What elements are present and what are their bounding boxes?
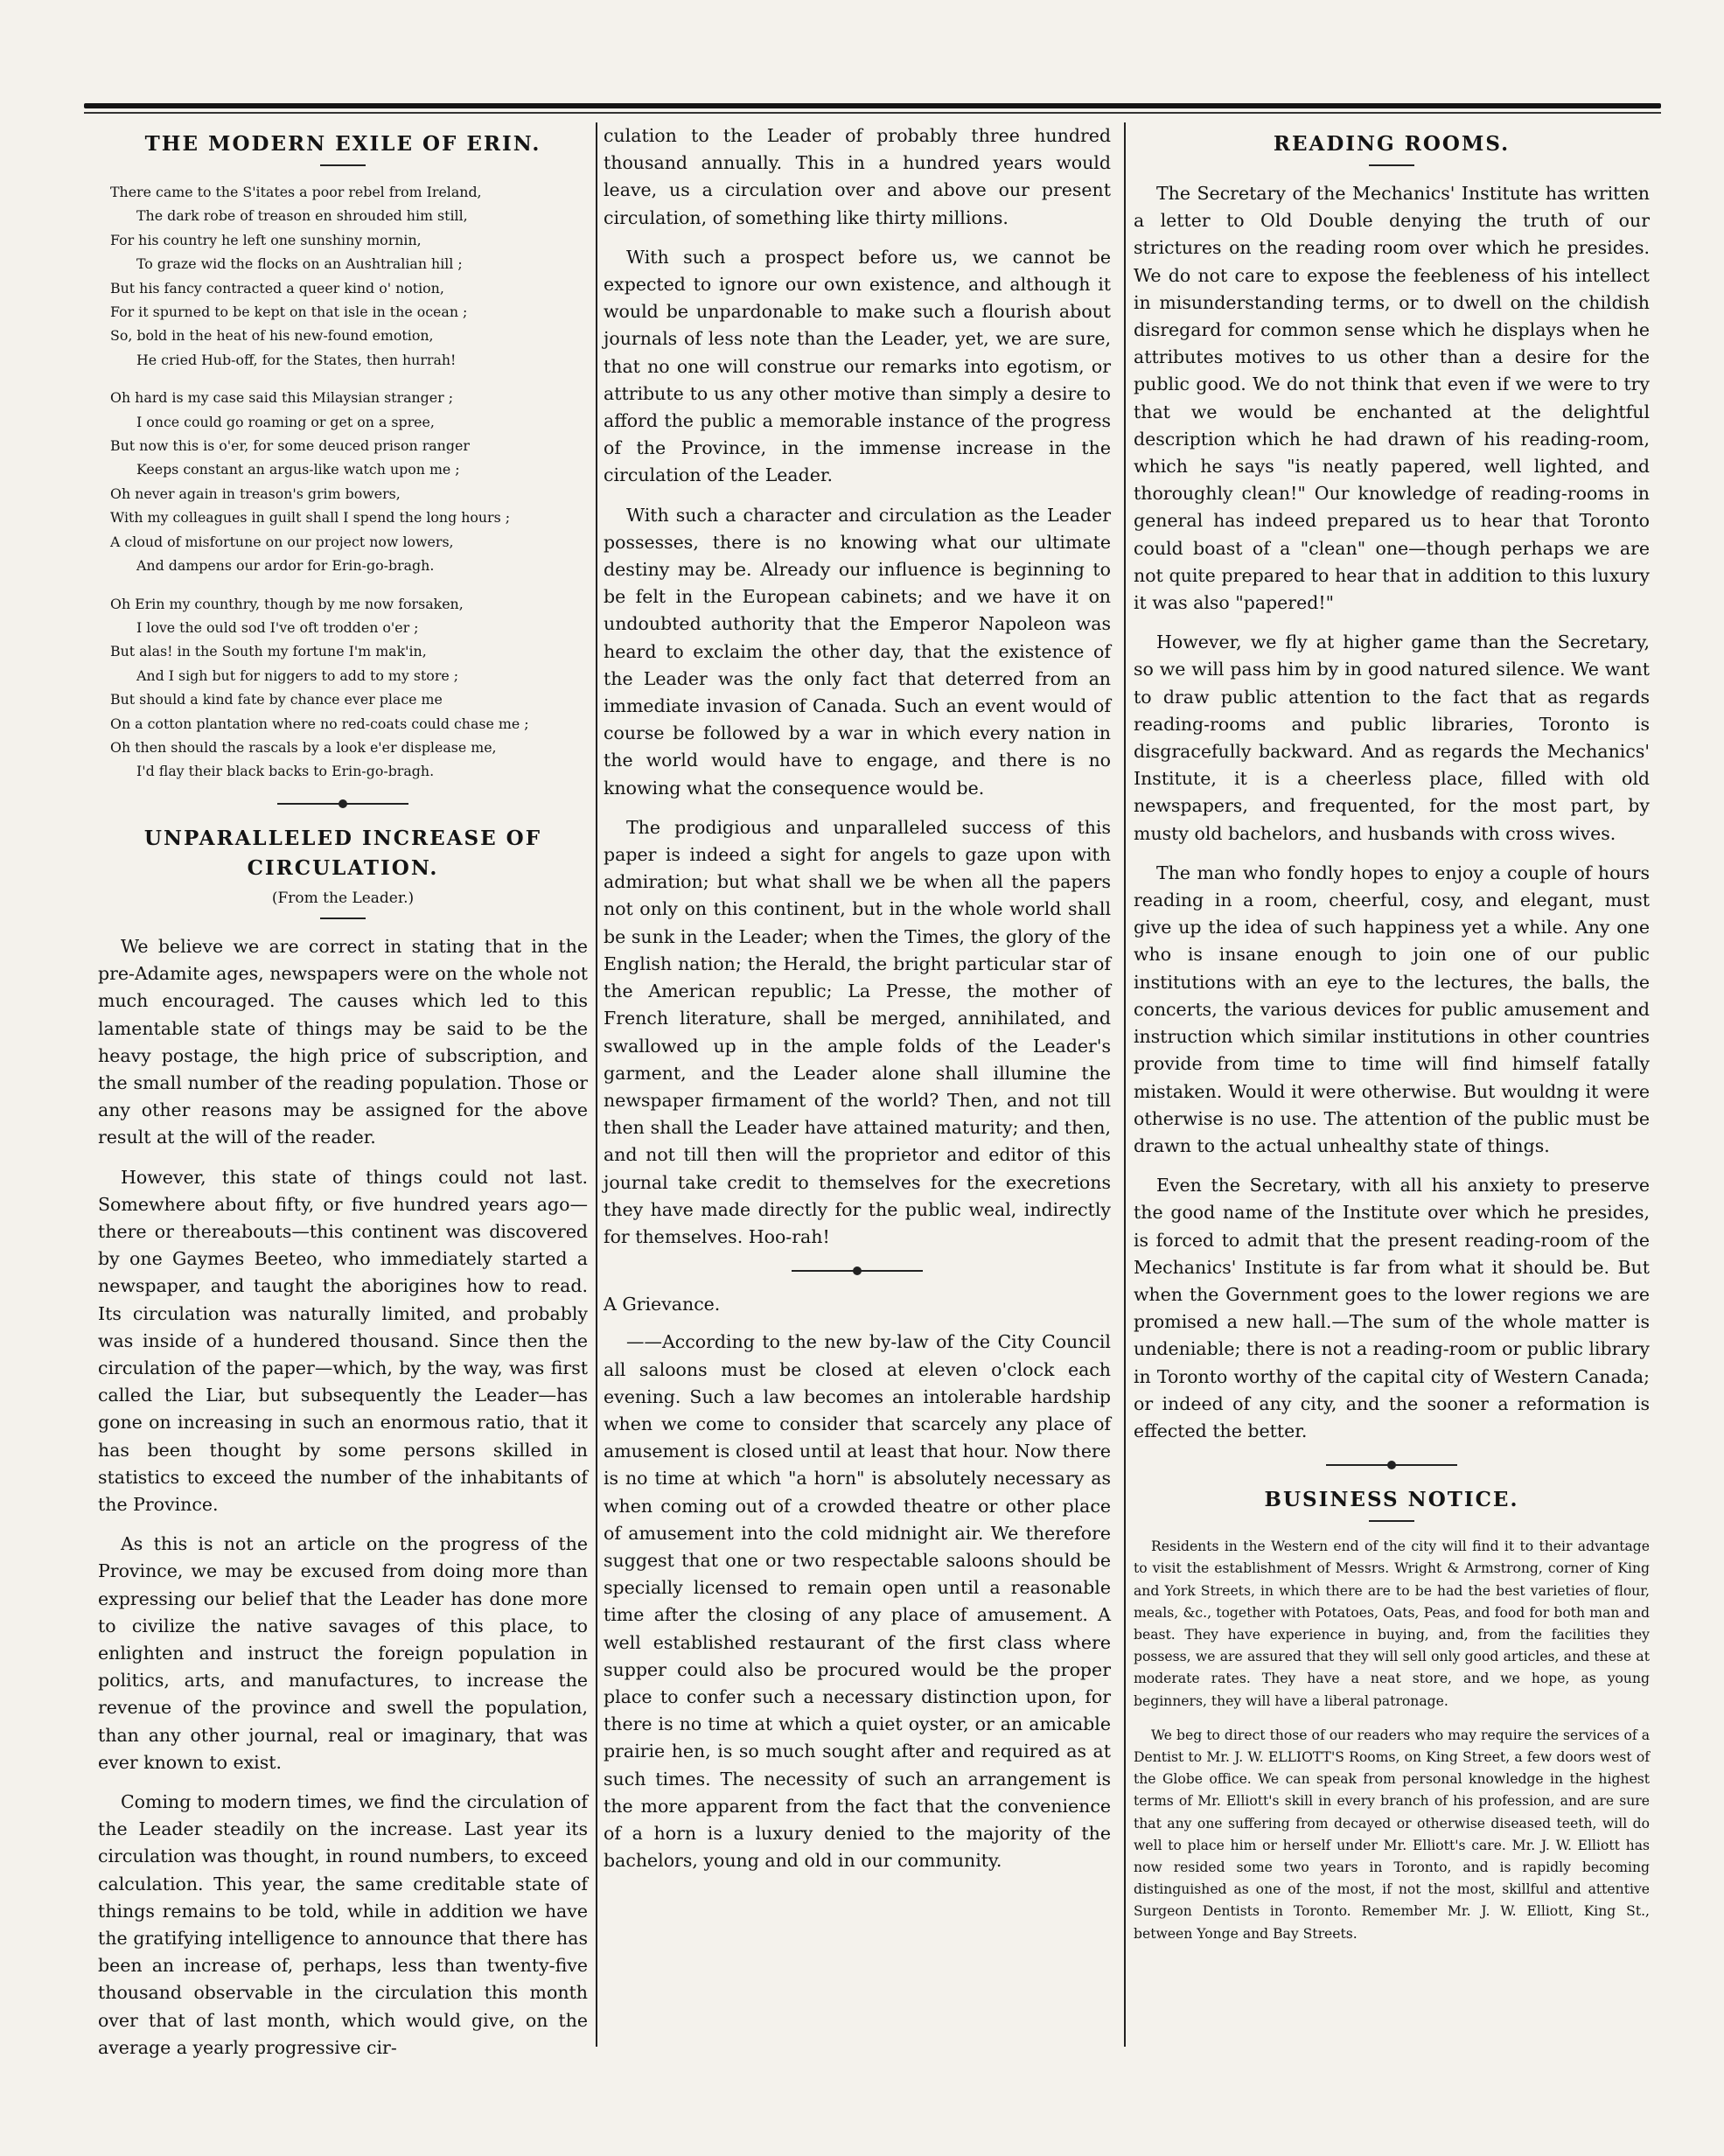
title-rule	[320, 164, 366, 166]
business-title: BUSINESS NOTICE.	[1264, 1488, 1519, 1512]
title-rule	[1369, 1520, 1414, 1522]
poem-line: A cloud of misfortune on our project now lowers,	[110, 533, 454, 550]
poem-line: He cried Hub-off, for the States, then hurrah!	[136, 351, 457, 368]
article-paragraph: With such a character and circulation as the Leader possesses, there is no knowing what our ultimate destiny may be. Already our influence is beginning to be felt in the European cabinets; and we have it on undoubted authority that the Emperor Napoleon was heard to exclaim the other day, that the existence of the Leader was the only fact that deterred from an immediate invasion of Canada. Such an event would of course be followed by a war in which every nation in the world would have to engage, and there is no knowing what the consequence would be.	[604, 504, 1111, 799]
poem-stanza-3	[110, 592, 588, 784]
article-paragraph: However, we fly at higher game than the Secretary, so we will pass him by in good natured silence. We want to draw public attention to the fact that as regards reading-rooms and public libraries, Toronto is disgracefully backward. And as regards the Mechanics' Institute, it is a cheerless place, filled with old newspapers, and frequented, for the most part, by musty old bachelors, and husbands with cross wives.	[1134, 631, 1650, 844]
poem-line: But alas! in the South my fortune I'm mak'in,	[110, 643, 427, 660]
poem-line: But should a kind fate by chance ever place me	[110, 691, 443, 708]
article-paragraph: We believe we are correct in stating that in the pre-Adamite ages, newspapers were on the whole not much encouraged. The causes which led to this lamentable state of things may be said to be the heavy postage, the high price of subscription, and the small number of the reading population. Those or any other reasons may be assigned for the above result at the will of the reader.	[98, 935, 588, 1148]
poem-line: And dampens our ardor for Erin-go-bragh.	[136, 557, 435, 575]
column-divider-2	[1124, 122, 1126, 2047]
grievance-title: A Grievance.	[604, 1294, 721, 1315]
article-paragraph: ——According to the new by-law of the City Council all saloons must be closed at eleven o'clock each evening. Such a law becomes an intolerable hardship when we come to consider that scarcely any place of amusement is closed until at least that hour. Now there is no time at which "a horn" is absolutely necessary as when coming out of a crowded theatre or other place of amusement into the cold midnight air. We therefore suggest that one or two respectable saloons should be specially licensed to remain open until a reasonable time after the closing of any place of amusement. A well established restaurant of the first class where supper could also be procured would be the proper place to confer such a necessary distinction upon, for there is no time at which a quiet oyster, or an amicable prairie hen, is so much sought after and required as at such times. The necessity of such an arrangement is the more apparent from the fact that the convenience of a horn is a luxury denied to the majority of the bachelors, young and old in our community.	[604, 1331, 1111, 1872]
article-paragraph: With such a prospect before us, we cannot be expected to ignore our own existence, and although it would be unpardonable to make such a flourish about journals of less note than the Leader, yet, we are sure, that no one will construe our remarks into egotism, or attribute to us any other motive than simply a desire to afford the public a memorable instance of the progress of the Province, in the immense increase in the circulation of the Leader.	[604, 246, 1111, 486]
column-2	[604, 122, 1111, 2047]
poem-stanza-1	[110, 180, 588, 372]
header-rule	[84, 103, 1661, 108]
poem-line: I love the ould sod I've oft trodden o'er ;	[136, 618, 419, 636]
article-paragraph: The Secretary of the Mechanics' Institute has written a letter to Old Double denying the truth of our strictures on the reading room over which he presides. We do not care to expose the feebleness of his intellect in misunderstanding terms, or to dwell on the childish disregard for common sense which he displays when he attributes motives to us other than a desire for the public good. We do not think that even if we were to try that we would be enchanted at the delightful description which he had drawn of his reading-room, which he says "is neatly papered, well lighted, and thoroughly clean!" Our knowledge of reading-rooms in general has indeed prepared us to hear that Toronto could boast of a "clean" one—though perhaps we are not quite prepared to hear that in addition to this luxury it was also "papered!"	[1134, 183, 1650, 614]
header-rule-thin	[84, 112, 1661, 114]
poem-line: Oh hard is my case said this Milaysian stranger ;	[110, 389, 454, 407]
notice-paragraph: We beg to direct those of our readers who may require the services of a Dentist to Mr. J. W. ELLIOTT'S Rooms, on King Street, a few doors west of the Globe office. We can speak from personal knowledge in the highest terms of Mr. Elliott's skill in every branch of his profession, and are sure that any one suffering from decayed or otherwise diseased teeth, will do well to place him or herself under Mr. Elliott's care. Mr. J. W. Elliott has now resided some two years in Toronto, and is rapidly becoming distinguished as one of the most, if not the most, skillful and attentive Surgeon Dentists in Toronto. Remember Mr. J. W. Elliott, King St., between Yonge and Bay Streets.	[1134, 1727, 1650, 1942]
poem-line: But his fancy contracted a queer kind o' notion,	[110, 279, 444, 297]
article-paragraph: Coming to modern times, we find the circulation of the Leader steadily on the increase. Last year its circulation was thought, in round numbers, to exceed calculation. This year, the same creditable state of things remains to be told, while in addition we have the gratifying intelligence to announce that there has been an increase of, perhaps, less than twenty-five thousand observable in the circulation this month over that of last month, which would give, on the average a yearly progressive cir-	[98, 1791, 588, 2058]
column-divider-1	[596, 122, 597, 2047]
poem-line: Oh Erin my counthry, though by me now forsaken,	[110, 595, 464, 612]
poem-line: With my colleagues in guilt shall I spend the long hours ;	[110, 509, 511, 527]
poem-line: Oh never again in treason's grim bowers,	[110, 485, 401, 502]
title-rule	[320, 918, 366, 919]
poem-line: But now this is o'er, for some deuced prison ranger	[110, 437, 470, 455]
article-paragraph: The prodigious and unparalleled success of this paper is indeed a sight for angels to gaze upon with admiration; but what shall we be when all the papers not only on this continent, but in the whole world shall be sunk in the Leader; when the Times, the glory of the English nation; the Herald, the bright particular star of the American republic; La Presse, the mother of French literature, shall be merged, annihilated, and swallowed up in the ample folds of the Leader's garment, and the Leader alone shall illumine the newspaper firmament of the world? Then, and not till then shall the Leader have attained maturity; and then, and not till then will the proprietor and editor of this journal take credit to themselves for the execretions they have made directly for the public weal, indirectly for themselves. Hoo-rah!	[604, 816, 1111, 1247]
section-ornament	[277, 803, 408, 805]
poem-stanza-2	[110, 386, 588, 577]
poem-line: I'd flay their black backs to Erin-go-bragh.	[136, 763, 435, 780]
poem-line: I once could go roaming or get on a spree,	[136, 413, 435, 430]
poem-line: And I sigh but for niggers to add to my store ;	[136, 666, 459, 684]
poem-line: To graze wid the flocks on an Aushtralian hill ;	[136, 255, 463, 273]
reading-rooms-title: READING ROOMS.	[1273, 132, 1511, 156]
poem-line: So, bold in the heat of his new-found emotion,	[110, 327, 434, 345]
poem-line: The dark robe of treason en shrouded him still,	[136, 207, 468, 225]
notice-paragraph: Residents in the Western end of the city will find it to their advantage to visit the establishment of Messrs. Wright & Armstrong, corner of King and York Streets, in which there are to be had the best varieties of flour, meals, &c., together with Potatoes, Oats, Peas, and food for both man and beast. They have experience in buying, and, from the facilities they possess, we are assured that they will sell only good articles, and these at moderate rates. They have a neat store, and we hope, as young beginners, they will have a liberal patronage.	[1134, 1539, 1650, 1709]
business-notices	[1134, 1536, 1650, 1945]
title-rule	[1369, 164, 1414, 166]
section-ornament	[1326, 1464, 1457, 1466]
column-1	[98, 122, 588, 2058]
poem-title: THE MODERN EXILE OF ERIN.	[144, 132, 541, 156]
article-paragraph: The man who fondly hopes to enjoy a couple of hours reading in a room, cheerful, cosy, and elegant, must give up the idea of such happiness yet a while. Any one who is insane enough to join one of our public institutions with an eye to the lectures, the balls, the concerts, the various devices for public amusement and instruction which similar institutions in other countries provide from time to time will find himself fatally mistaken. Would it were otherwise. But wouldng it were otherwise is no use. The attention of the public must be drawn to the actual unhealthy state of things.	[1134, 862, 1650, 1156]
poem-line: Keeps constant an argus-like watch upon me ;	[136, 461, 460, 478]
article-paragraph: Even the Secretary, with all his anxiety to preserve the good name of the Institute over which he presides, is forced to admit that the present reading-room of the Mechanics' Institute is far from what it should be. But when the Government goes to the lower regions we are promised a new hall.—The sum of the whole matter is undeniable; there is not a reading-room or public library in Toronto worthy of the capital city of Western Canada; or indeed of any city, and the sooner a reformation is effected the better.	[1134, 1175, 1650, 1441]
column-3	[1134, 122, 1650, 2047]
article-paragraph: However, this state of things could not last. Somewhere about fifty, or five hundred years ago—there or thereabouts—this continent was discovered by one Gaymes Beeteo, who immediately started a newspaper, and taught the aborigines how to read. Its circulation was naturally limited, and probably was inside of a hundered thousand. Since then the circulation of the paper—which, by the way, was first called the Liar, but subsequently the Leader—has gone on increasing in such an enormous ratio, that it has been thought by some persons skilled in statistics to exceed the number of the inhabitants of the Province.	[98, 1166, 588, 1516]
article-paragraph: culation to the Leader of probably three hundred thousand annually. This in a hundred years would leave, us a circulation over and above our present circulation, of something like thirty millions.	[604, 125, 1111, 228]
article-paragraph: As this is not an article on the progress of the Province, we may be excused from doing more than expressing our belief that the Leader has done more to civilize the native savages of this place, to enlighten and instruct the foreign population in politics, arts, and manufactures, to increase the revenue of the province and swell the population, than any other journal, real or imaginary, that was ever known to exist.	[98, 1533, 588, 1773]
poem-line: For it spurned to be kept on that isle in the ocean ;	[110, 304, 468, 321]
poem-line: Oh then should the rascals by a look e'er displease me,	[110, 738, 497, 756]
circulation-source: (From the Leader.)	[271, 889, 415, 907]
poem-line: For his country he left one sunshiny mornin,	[110, 231, 422, 248]
poem-line: There came to the S'itates a poor rebel from Ireland,	[110, 184, 482, 200]
circulation-title: UNPARALLELED INCREASE OF CIRCULATION.	[143, 826, 542, 880]
poem-line: On a cotton plantation where no red-coats could chase me ;	[110, 715, 529, 732]
section-ornament	[792, 1270, 923, 1272]
